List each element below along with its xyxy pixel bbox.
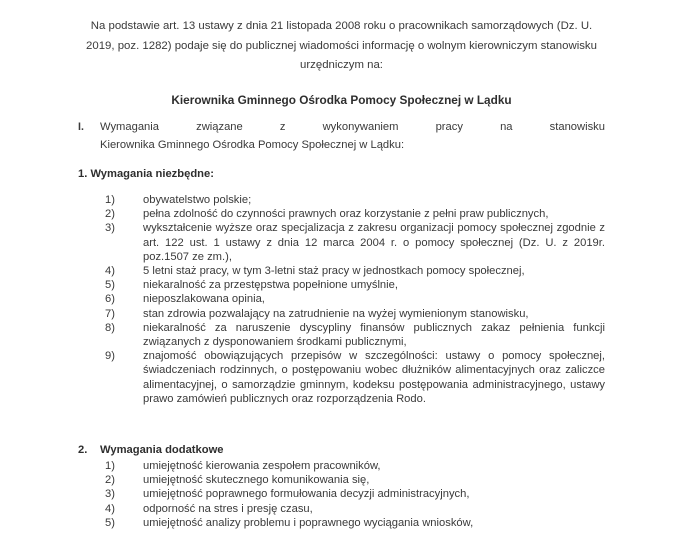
section-one [78, 119, 605, 154]
intro-paragraph: Na podstawie art. 13 ustawy z dnia 21 listopada 2008 roku o pracownikach samorządowych (Dz. U. 2019, poz. 1282) podaje się do publicznej wiadomości informację o wolnym kierowniczym stanowisku urzędniczym na: [86, 20, 597, 72]
subsection-one-heading: 1. Wymagania niezbędne: [78, 168, 214, 180]
list-item-number: 5) [105, 516, 115, 529]
list-item-text: umiejętność analizy problemu i poprawnego wyciągania wniosków, [143, 516, 474, 529]
list-item-number: 8) [105, 321, 115, 334]
list-item-number: 3) [105, 488, 115, 501]
list-item [105, 221, 605, 264]
list-item [105, 321, 605, 349]
list-item-text: nieposzlakowana opinia, [143, 293, 265, 306]
list-item [105, 264, 605, 278]
list-item-text: 5 letni staż pracy, w tym 3-letni staż pracy w jednostkach pomocy społecznej, [143, 265, 525, 278]
list-item-text: obywatelstwo polskie; [143, 194, 252, 206]
list-item [105, 307, 605, 321]
section-one-line-2: Kierownika Gminnego Ośrodka Pomocy Społecznej w Lądku: [100, 138, 405, 151]
list-item-number: 7) [105, 307, 115, 320]
list-item-number: 1) [105, 194, 115, 206]
section-one-marker: I. [78, 121, 84, 133]
list-item-number: 4) [105, 502, 115, 515]
list-item [105, 349, 605, 406]
list-item-number: 9) [105, 350, 115, 363]
list-item-number: 6) [105, 293, 115, 306]
list-item-text: niekaralność za przestępstwa popełnione umyślnie, [143, 279, 398, 292]
list-item-text: wykształcenie wyższe oraz specjalizacja z zakresu organizacji pomocy społecznej zgodnie z art. 122 ust. 1 ustawy z dnia 12 marca 2004 r. o pomocy społecznej (Dz. U. z 2019r. poz.1507 ze zm.), [143, 222, 605, 263]
subsection-two-heading-text: Wymagania dodatkowe [100, 444, 224, 456]
list-item [105, 292, 605, 306]
list-item-text: stan zdrowia pozwalający na zatrudnienie na wyżej wymienionym stanowisku, [143, 307, 529, 320]
list-item-number: 2) [105, 474, 115, 487]
list-item-number: 2) [105, 208, 115, 221]
list-item-text: znajomość obowiązujących przepisów w szczególności: ustawy o pomocy społecznej, świadczeniach rodzinnych, o postępowaniu wobec dłużników alimentacyjnych oraz zaliczce alimentacyjnej, o samorządzie gminnym, kodeksu postępowania administracyjnego, ustawy prawo zamówień publicznych oraz rozporządzenia Rodo. [143, 350, 605, 405]
list-item-number: 4) [105, 265, 115, 278]
list-item-text: umiejętność poprawnego formułowania decyzji administracyjnych, [143, 488, 470, 501]
section-one-line-1: Wymagania związane z wykonywaniem pracy na stanowisku [100, 121, 605, 133]
list-item [105, 207, 605, 221]
list-item [105, 487, 605, 501]
list-item-text: odporność na stres i presję czasu, [143, 502, 313, 515]
section-one-body [100, 119, 605, 154]
list-item-text: umiejętność skutecznego komunikowania się, [143, 474, 370, 487]
list-item [105, 516, 605, 530]
list-item [105, 473, 605, 487]
list-item [105, 502, 605, 516]
list-item-number: 5) [105, 279, 115, 292]
subsection-two-heading [78, 444, 224, 456]
list-item-text: niekaralność za naruszenie dyscypliny finansów publicznych zakaz pełnienia funkcji związanych z dysponowaniem środkami publicznymi, [143, 321, 605, 349]
list-item-number: 1) [105, 460, 115, 472]
subsection-two-heading-number: 2. [78, 444, 88, 456]
list-item-number: 3) [105, 222, 115, 235]
requirements-essential-list [105, 193, 605, 406]
job-title-heading: Kierownika Gminnego Ośrodka Pomocy Społecznej w Lądku [171, 92, 512, 107]
list-item [105, 193, 605, 207]
list-item [105, 278, 605, 292]
list-item-text: umiejętność kierowania zespołem pracowników, [143, 460, 381, 472]
list-item [105, 459, 605, 473]
requirements-additional-list [105, 459, 605, 530]
list-item-text: pełna zdolność do czynności prawnych oraz korzystanie z pełni praw publicznych, [143, 208, 549, 221]
